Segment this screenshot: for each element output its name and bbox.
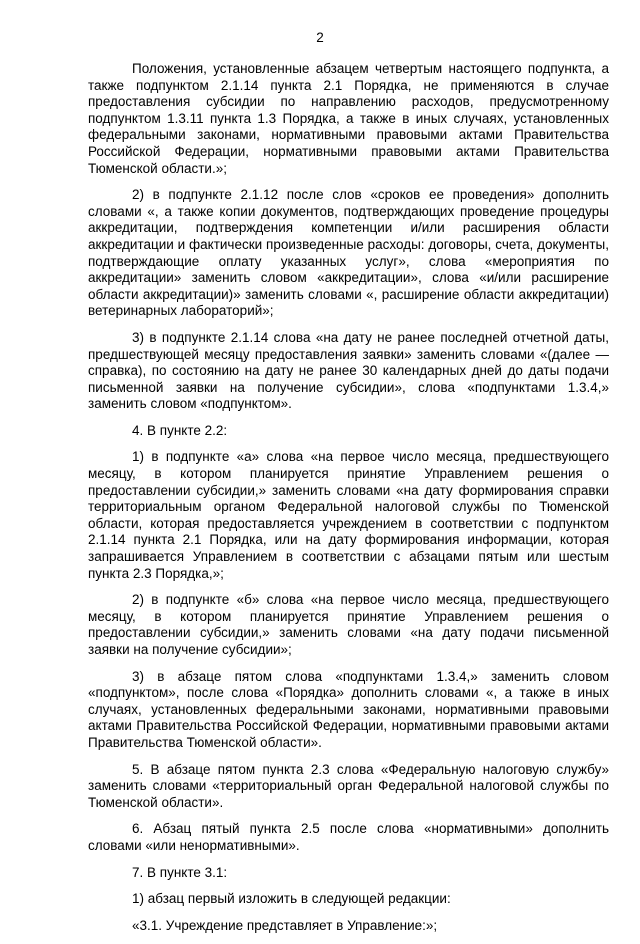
paragraph-section-7-item-1: 1) абзац первый изложить в следующей редакции: [132, 891, 451, 907]
paragraph-section-4: 4. В пункте 2.2: [132, 422, 228, 438]
paragraph-exceptions: Положения, установленные абзацем четвертым настоящего подпункта, а также подпунктом 2.1.14 пункта 2.1 Порядка, не применяются в случае предоставления субсидии по направлению расходов, предусмотренному подпунктом 1.3.11 пункта 1.3 Порядка, а также в иных случаях, установленных федеральными законами, нормативными правовыми актами Правительства Российской Федерации, нормативными правовыми актами Правительства Тюменской области.»; [88, 61, 609, 176]
paragraph-section-5: 5. В абзаце пятом пункта 2.3 слова «Федеральную налоговую службу» заменить словами «территориальный орган Федеральной налоговой службы по Тюменской области». [88, 761, 609, 810]
paragraph-item-2: 2) в подпункте 2.1.12 после слов «сроков ее проведения» дополнить словами «, а также копии документов, подтверждающих проведение процедуры аккредитации, подтверждения компетенции и/или расширения области аккредитации и фактически произведенные расходы: договоры, счета, документы, подтверждающие оплату указанных услуг», слова «мероприятия по аккредитации» заменить словом «аккредитации», слова «и/или расширение области аккредитации)» заменить словами «, расширение области аккредитации) ветеринарных лабораторий»; [88, 187, 609, 319]
document-body [88, 61, 609, 944]
paragraph-section-6: 6. Абзац пятый пункта 2.5 после слова «нормативными» дополнить словами «или ненормативными». [88, 821, 609, 853]
paragraph-quoted-text: «3.1. Учреждение представляет в Управление:»; [132, 917, 438, 933]
paragraph-section-4-item-1: 1) в подпункте «а» слова «на первое число месяца, предшествующего месяцу, в котором планируется принятие Управлением решения о предоставлении субсидии,» заменить словами «на дату формирования справки территориальным органом Федеральной налоговой службы по Тюменской области, которая предоставляется учреждением в соответствии с подпунктом 2.1.14 пункта 2.1 Порядка, или на дату формирования информации, которая запрашивается Управлением в соответствии с абзацами пятым или шестым пункта 2.3 Порядка,»; [88, 449, 609, 581]
paragraph-item-3: 3) в подпункте 2.1.14 слова «на дату не ранее последней отчетной даты, предшествующей месяцу предоставления заявки» заменить словами «(далее — справка), по состоянию на дату не ранее 30 календарных дней до даты подачи письменной заявки на получение субсидии», слова «подпунктами 1.3.4,» заменить словом «подпунктом». [88, 329, 609, 412]
paragraph-section-7: 7. В пункте 3.1: [132, 864, 228, 880]
paragraph-section-4-item-3: 3) в абзаце пятом слова «подпунктами 1.3.4,» заменить словом «подпунктом», после слова «Порядка» дополнить словами «, а также в иных случаях, установленных федеральными законами, нормативными правовыми актами Правительства Российской Федерации, нормативными правовыми актами Правительства Тюменской области». [88, 668, 609, 750]
paragraph-section-4-item-2: 2) в подпункте «б» слова «на первое число месяца, предшествующего месяцу, в котором планируется принятие Управлением решения о предоставлении субсидии,» заменить словами «на дату подачи письменной заявки на получение субсидии»; [88, 592, 609, 657]
page-number: 2 [316, 30, 324, 45]
